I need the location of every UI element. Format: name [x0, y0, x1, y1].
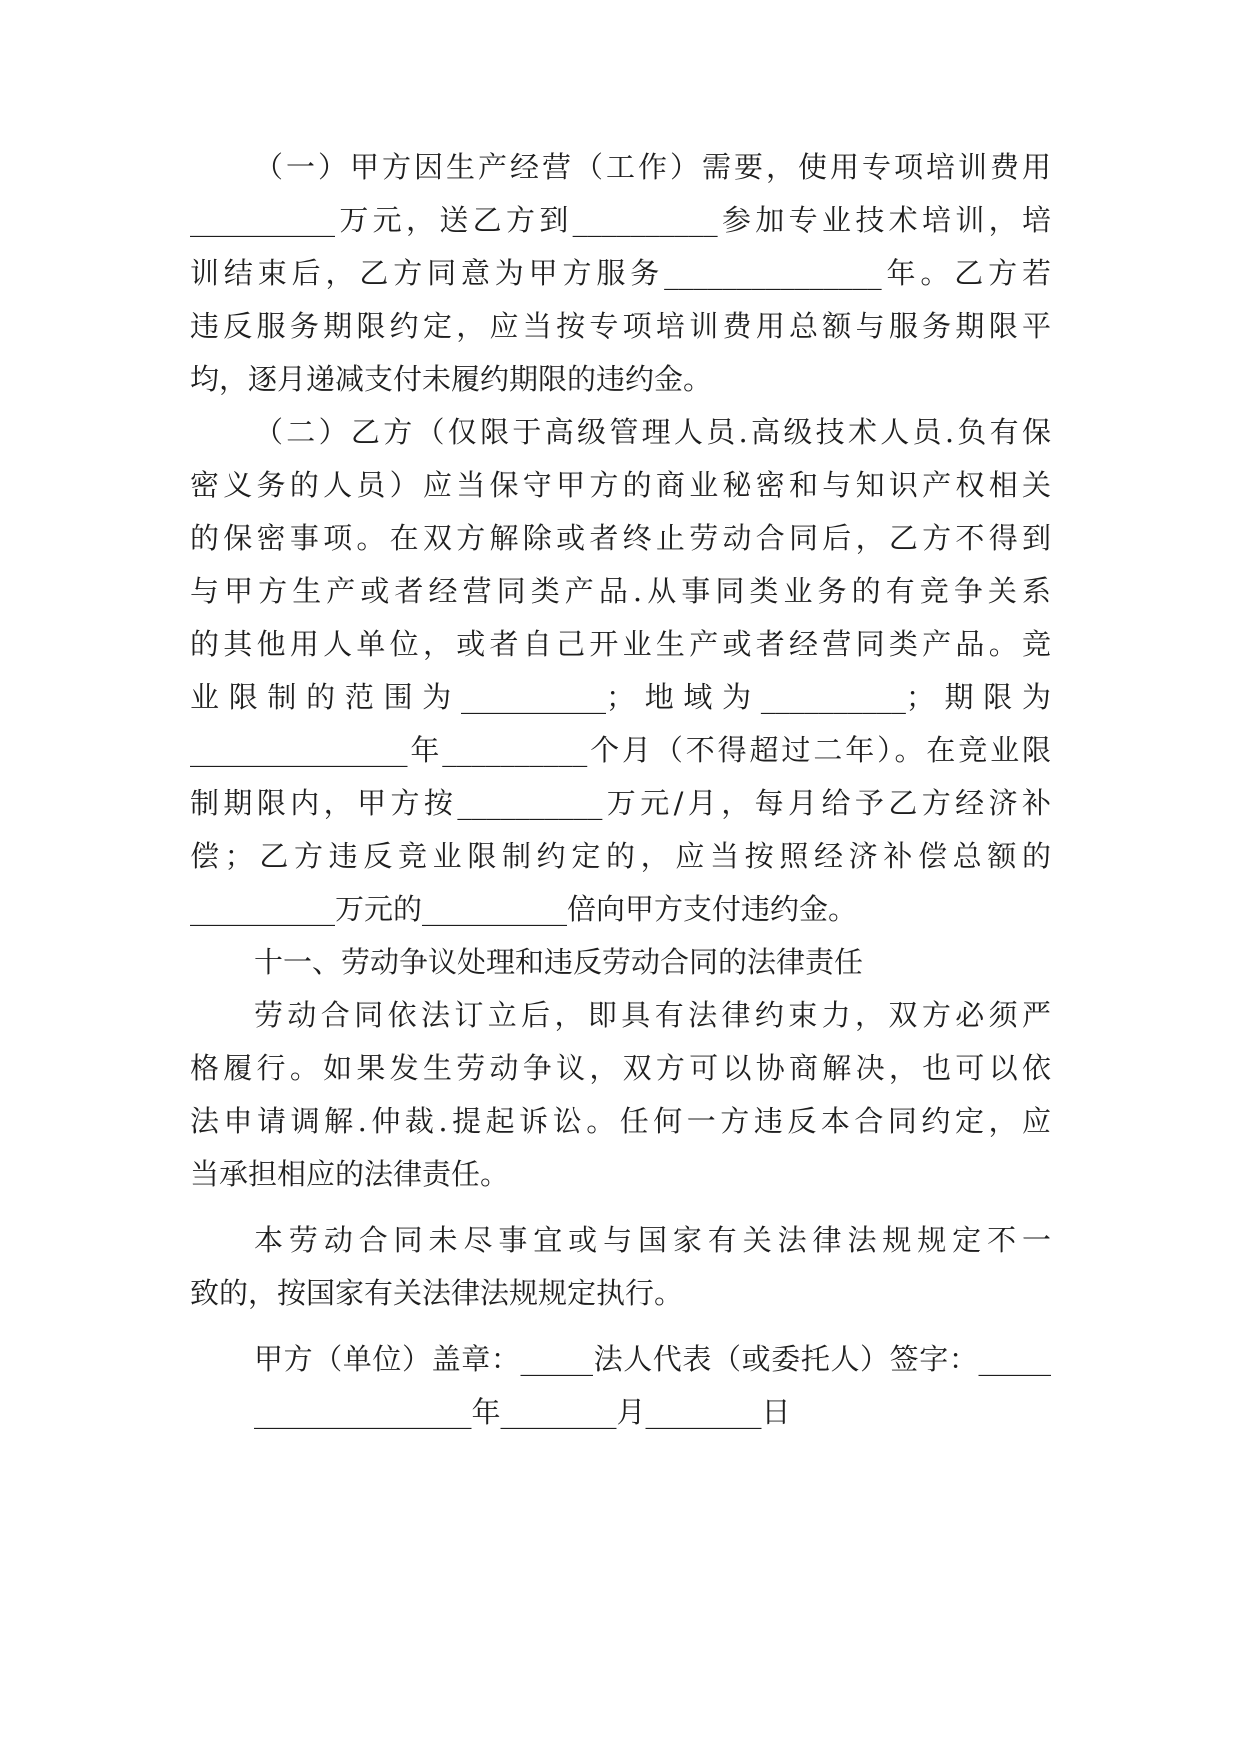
paragraph-1-line-2: __________万元，送乙方到__________参加专业技术培训，培	[190, 203, 1051, 237]
paragraph-4-line-1: 本劳动合同未尽事宜或与国家有关法律法规规定不一	[254, 1223, 1051, 1257]
paragraph-2-line-5: 的其他用人单位，或者自己开业生产或者经营同类产品。竞	[190, 627, 1051, 661]
paragraph-2-line-10: __________万元的__________倍向甲方支付违约金。	[190, 892, 858, 926]
paragraph-1-line-4: 违反服务期限约定，应当按专项培训费用总额与服务期限平	[190, 309, 1051, 343]
paragraph-2-line-2: 密义务的人员）应当保守甲方的商业秘密和与知识产权相关	[190, 468, 1051, 502]
paragraph-1-line-5: 均，逐月递减支付未履约期限的违约金。	[190, 362, 713, 396]
paragraph-2-line-3: 的保密事项。在双方解除或者终止劳动合同后，乙方不得到	[190, 521, 1051, 555]
paragraph-3-line-3: 法申请调解.仲裁.提起诉讼。任何一方违反本合同约定，应	[190, 1104, 1051, 1138]
paragraph-3-line-4: 当承担相应的法律责任。	[190, 1157, 510, 1191]
paragraph-2-line-9: 偿；乙方违反竞业限制约定的，应当按照经济补偿总额的	[190, 839, 1051, 873]
signature-line: 甲方（单位）盖章：_____法人代表（或委托人）签字：_____	[254, 1342, 1051, 1376]
paragraph-2-line-6: 业限制的范围为__________；地域为__________；期限为	[190, 680, 1051, 714]
paragraph-2-line-4: 与甲方生产或者经营同类产品.从事同类业务的有竞争关系	[190, 574, 1051, 608]
paragraph-2-line-8: 制期限内，甲方按__________万元/月，每月给予乙方经济补	[190, 786, 1051, 820]
paragraph-4-line-2: 致的，按国家有关法律法规规定执行。	[190, 1276, 684, 1310]
paragraph-1-line-3: 训结束后，乙方同意为甲方服务_______________年。乙方若	[190, 256, 1051, 290]
paragraph-2-line-1: （二）乙方（仅限于高级管理人员.高级技术人员.负有保	[254, 415, 1051, 449]
date-line: _______________年________月________日	[254, 1395, 791, 1429]
paragraph-3-line-1: 劳动合同依法订立后，即具有法律约束力，双方必须严	[254, 998, 1051, 1032]
paragraph-2-line-7: _______________年__________个月（不得超过二年）。在竞业限	[190, 733, 1051, 767]
paragraph-1-line-1: （一）甲方因生产经营（工作）需要，使用专项培训费用	[254, 150, 1051, 184]
paragraph-3-line-2: 格履行。如果发生劳动争议，双方可以协商解决，也可以依	[190, 1051, 1051, 1085]
section-heading-11: 十一、劳动争议处理和违反劳动合同的法律责任	[254, 945, 864, 979]
